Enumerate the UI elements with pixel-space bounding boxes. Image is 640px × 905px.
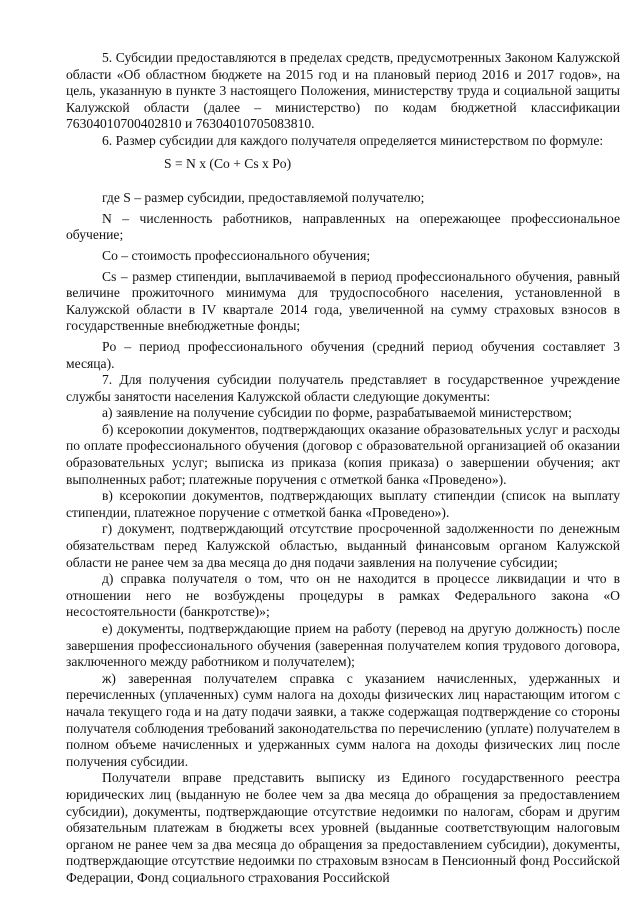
definition-n: N – численность работников, направленных на опережающее профессиональное обучение;: [66, 210, 620, 243]
definition-po: Po – период профессионального обучения (средний период обучения составляет 3 месяца).: [66, 338, 620, 371]
list-item-zh: ж) заверенная получателем справка с указанием начисленных, удержанных и перечисленных (уплаченных) сумм налога на доходы физических лиц нарастающим итогом с начала текущего года и на дату подачи заявки, а также содержащая подтверждение со стороны получателя соблюдения требований законодательства по перечислению (уплате) получателем в полном объеме начисленных и удержанных сумм налога на доходы физических лиц после получения субсидии.: [66, 670, 620, 769]
list-item-g: г) документ, подтверждающий отсутствие просроченной задолженности по денежным обязательствам перед Калужской областью, выданный финансовым органом Калужской области не ранее чем за два месяца до дня подачи заявления на получение субсидии;: [66, 521, 620, 570]
paragraph-5: 5. Субсидии предоставляются в пределах средств, предусмотренных Законом Калужской области «Об областном бюджете на 2015 год и на плановый период 2016 и 2017 годов», на цель, указанную в пункте 3 настоящего Положения, министерству труда и социальной защиты Калужской области (далее – министерство) по кодам бюджетной классификации 76304010700402810 и 76304010705083810.: [66, 50, 620, 132]
list-item-b: б) ксерокопии документов, подтверждающих оказание образовательных услуг и расходы по оплате профессионального обучения (договор с образовательной организацией об оказании образовательных услуг; выписка из приказа (копия приказа) о завершении обучения; акт выполненных работ; платежные поручения с отметкой банка «Проведено»).: [66, 421, 620, 487]
paragraph-6: 6. Размер субсидии для каждого получателя определяется министерством по формуле:: [102, 132, 604, 148]
paragraph-final: Получатели вправе представить выписку из Единого государственного реестра юридических лиц (выданную не более чем за два месяца до обращения за предоставлением субсидии), документы, подтверждающие отсутствие недоимки по налогам, сборам и другим обязательным платежам в бюджеты всех уровней (выданные соответствующим налоговым органом не ранее чем за два месяца до обращения за предоставлением субсидии), документы, подтверждающие отсутствие недоимки по страховым взносам в Пенсионный фонд Российской Федерации, Фонд социального страхования Российской: [66, 770, 620, 885]
list-item-e: е) документы, подтверждающие прием на работу (перевод на другую должность) после завершения профессионального обучения (заверенная получателем копия трудового договора, заключенного между работником и получателем);: [66, 621, 620, 670]
definition-cs: Cs – размер стипендии, выплачиваемой в период профессионального обучения, равный величине прожиточного минимума для трудоспособного населения, установленной в Калужской области в IV квартале 2014 года, увеличенной на сумму страховых взносов в государственные внебюджетные фонды;: [66, 268, 620, 334]
list-item-d: д) справка получателя о том, что он не находится в процессе ликвидации и что в отношении него не возбуждены процедуры в рамках Федерального закона «О несостоятельности (банкротстве)»;: [66, 571, 620, 620]
subsidy-formula: S = N x (Co + Cs x Po): [164, 155, 292, 171]
definition-co: Co – стоимость профессионального обучения;: [102, 247, 371, 263]
list-item-v: в) ксерокопии документов, подтверждающих выплату стипендии (список на выплату стипендии, платежное поручение с отметкой банка «Проведено»).: [66, 488, 620, 520]
list-item-a: а) заявление на получение субсидии по форме, разрабатываемой министерством;: [102, 405, 572, 421]
definition-s: где S – размер субсидии, предоставляемой получателю;: [102, 190, 425, 206]
paragraph-7: 7. Для получения субсидии получатель представляет в государственное учреждение службы занятости населения Калужской области следующие документы:: [66, 372, 620, 404]
